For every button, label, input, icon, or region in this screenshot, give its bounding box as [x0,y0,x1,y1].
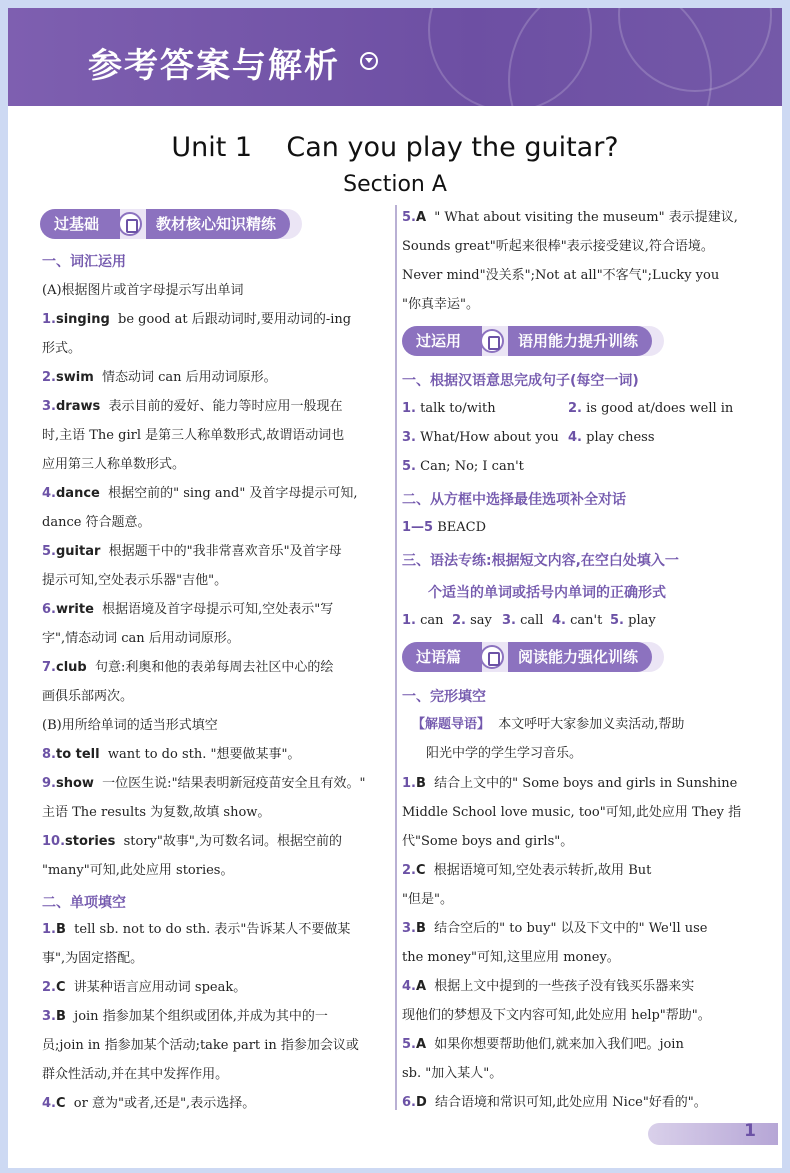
answer-item: 3.B join 指参加某个组织或团体,并成为其中的一 [42,1009,328,1024]
answer-item: 5.guitar 根据题干中的"我非常喜欢音乐"及首字母 [42,544,342,559]
answer-item: 2.swim 情态动词 can 后用动词原形。 [42,370,277,385]
section-heading: 一、词汇运用 [42,254,126,270]
answer-item: 4. can't [552,613,603,628]
answer-cont: "many"可知,此处应用 stories。 [42,863,234,878]
pill-label: 阅读能力强化训练 [508,642,652,672]
part-a-instruction: (A)根据图片或首字母提示写出单词 [42,283,244,298]
answer-cont: 时,主语 The girl 是第三人称单数形式,故谓语动词也 [42,428,345,443]
column-divider [395,205,397,1110]
answer-cont: "你真幸运"。 [402,297,479,312]
answer-item: 3. What/How about you [402,430,559,445]
answer-item: 10.stories story"故事",为可数名词。根据空前的 [42,834,342,849]
answer-cont: 现他们的梦想及下文内容可知,此处应用 help"帮助"。 [402,1008,711,1023]
section-pill-usage [402,326,664,356]
answer-item: 6.D 结合语境和常识可知,此处应用 Nice"好看的"。 [402,1095,707,1110]
page-number: 1 [744,1121,756,1141]
section-heading: 二、单项填空 [42,895,126,911]
part-b-instruction: (B)用所给单词的适当形式填空 [42,718,218,733]
answer-cont: 群众性活动,并在其中发挥作用。 [42,1067,229,1082]
open-book-icon [480,645,504,669]
header-banner [8,8,782,106]
answer-item: 1.B tell sb. not to do sth. 表示"告诉某人不要做某 [42,922,351,937]
answer-cont: sb. "加入某人"。 [402,1066,503,1081]
section-title: Section A [343,172,447,197]
guide-cont: 阳光中学的学生学习音乐。 [426,746,583,761]
section-heading: 二、从方框中选择最佳选项补全对话 [402,492,626,508]
answer-cont: 字",情态动词 can 后用动词原形。 [42,631,240,646]
section-heading: 一、根据汉语意思完成句子(每空一词) [402,373,639,389]
answer-item: 5.A " What about visiting the museum" 表示提建议, [402,210,738,225]
answer-item: 2.C 讲某种语言应用动词 speak。 [42,980,247,995]
answer-cont: 提示可知,空处表示乐器"吉他"。 [42,573,228,588]
section-heading-cont: 个适当的单词或括号内单词的正确形式 [428,585,666,601]
answer-item: 7.club 句意:利奥和他的表弟每周去社区中心的绘 [42,660,334,675]
answer-item: 8.to tell want to do sth. "想要做某事"。 [42,747,301,762]
answer-item: 1—5 BEACD [402,520,487,535]
answer-item: 4.A 根据上文中提到的一些孩子没有钱买乐器来实 [402,979,695,994]
answer-cont: 员;join in 指参加某个活动;take part in 指参加会议或 [42,1038,359,1053]
pill-label: 教材核心知识精练 [146,209,290,239]
answer-item: 4.C or 意为"或者,还是",表示选择。 [42,1096,256,1111]
pill-tag: 过语篇 [402,642,482,672]
chevron-down-icon[interactable] [360,52,378,70]
answer-item: 5.A 如果你想要帮助他们,就来加入我们吧。join [402,1037,684,1052]
pill-tag: 过运用 [402,326,482,356]
answer-cont: 画俱乐部两次。 [42,689,134,704]
answer-cont: Sounds great"听起来很棒"表示接受建议,符合语境。 [402,239,714,254]
answer-item: 1. can [402,613,444,628]
answer-cont: 应用第三人称单数形式。 [42,457,186,472]
answer-item: 3.B 结合空后的" to buy" 以及下文中的" We'll use [402,921,708,936]
section-pill-basics [40,209,302,239]
book-icon [118,212,142,236]
guide-text: 【解题导语】 本文呼吁大家参加义卖活动,帮助 [412,717,685,732]
answer-item: 2. say [452,613,492,628]
pill-label: 语用能力提升训练 [508,326,652,356]
answer-cont: 代"Some boys and girls"。 [402,834,574,849]
section-pill-reading [402,642,664,672]
answer-item: 6.write 根据语境及首字母提示可知,空处表示"写 [42,602,334,617]
pill-tag: 过基础 [40,209,120,239]
answer-cont: dance 符合题意。 [42,515,151,530]
answer-item: 5. Can; No; I can't [402,459,524,474]
answer-item: 9.show 一位医生说:"结果表明新冠疫苗安全且有效。" [42,776,366,791]
unit-title: Unit 1 Can you play the guitar? [171,132,619,163]
answer-cont: 形式。 [42,341,82,356]
answer-item: 1. talk to/with [402,401,496,416]
answer-cont: 主语 The results 为复数,故填 show。 [42,805,271,820]
answer-item: 5. play [610,613,656,628]
answer-item: 4. play chess [568,430,655,445]
answer-item: 2. is good at/does well in [568,401,734,416]
page-title: 参考答案与解析 [88,46,340,86]
answer-cont: the money"可知,这里应用 money。 [402,950,620,965]
chart-icon [480,329,504,353]
answer-item: 4.dance 根据空前的" sing and" 及首字母提示可知, [42,486,358,501]
answer-cont: "但是"。 [402,892,453,907]
answer-item: 3. call [502,613,544,628]
answer-cont: Never mind"没关系";Not at all"不客气";Lucky you [402,268,720,283]
answer-cont: Middle School love music, too"可知,此处应用 They 指 [402,805,742,820]
answer-item: 2.C 根据语境可知,空处表示转折,故用 But [402,863,652,878]
answer-item: 1.B 结合上文中的" Some boys and girls in Sunshine [402,776,738,791]
answer-item: 3.draws 表示目前的爱好、能力等时应用一般现在 [42,399,343,414]
answer-item: 1.singing be good at 后跟动词时,要用动词的-ing [42,312,352,327]
section-heading: 一、完形填空 [402,689,486,705]
section-heading: 三、语法专练:根据短文内容,在空白处填入一 [402,553,679,569]
answer-cont: 事",为固定搭配。 [42,951,144,966]
